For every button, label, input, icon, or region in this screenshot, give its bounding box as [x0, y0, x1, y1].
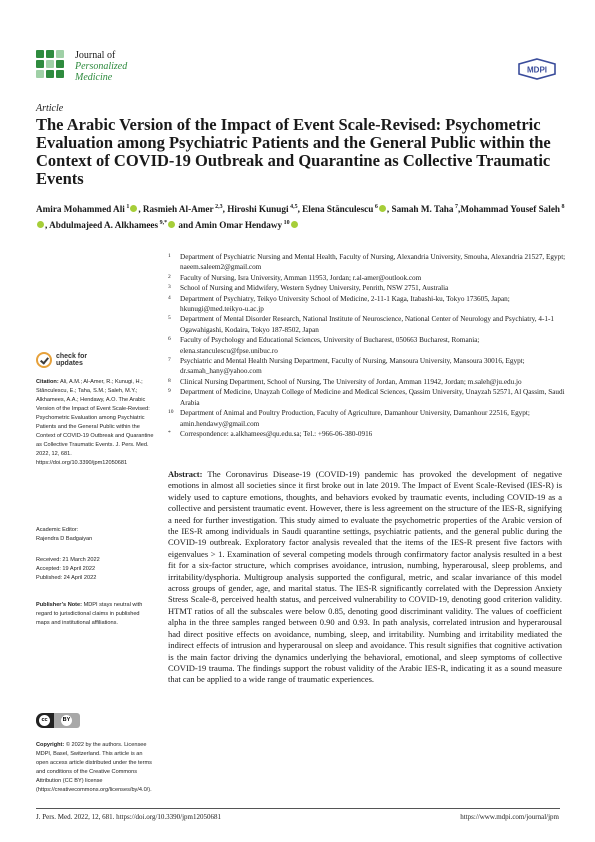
- orcid-icon[interactable]: [130, 205, 137, 212]
- affiliation-item: [168, 252, 568, 273]
- affiliation-text: Department of Medicine, Unayzah College of Medicine and Medical Sciences, Qassim University, Unayzah 52571, Al Qassim, Saudi Arabia: [180, 388, 565, 407]
- by-icon: BY: [61, 715, 72, 726]
- author-name: Abdulmajeed A. Alkhamees: [49, 220, 159, 231]
- abstract-label: Abstract:: [168, 469, 203, 479]
- affiliation-number: 6: [168, 336, 171, 343]
- academic-editor-label: Academic Editor:: [36, 527, 79, 533]
- author-affiliation-marker: 4,5: [288, 204, 298, 210]
- accepted-date: Accepted: 19 April 2022: [36, 566, 96, 572]
- check-updates-line1: check for: [56, 353, 88, 360]
- affiliation-text: Psychiatric and Mental Health Nursing Department, Faculty of Nursing, Mansoura University, Mansoura 30016, Egypt; dr.samah_hany@yahoo.com: [180, 357, 525, 376]
- orcid-icon[interactable]: [168, 221, 175, 228]
- abstract-text: The Coronavirus Disease-19 (COVID-19) pandemic has provoked the development of negative emotions in almost all societies since it first broke out in late 2019. The Impact of Event Scale-Revised (IES-R) is widely used to capture emotions, thoughts, and behaviors evoked by traumatic events, including COVID-19 as a collective and persistent traumatic event. However, there is less agreement on the structure of the IES-R, signifying a need for further investigation. This study aimed to evaluate the psychometric properties of the Arabic version of the IES-R among individuals in Saudi quarantine settings, psychiatric patients, and the general public during the COVID-19 outbreak. Exploratory factor analysis revealed that the items of the IES-R present five factors with eigenvalues > 1. Examination of several competing models through confirmatory factor analysis resulted in a best fit for a six-factor structure, which comprises avoidance, intrusion, numbing, hyperarousal, sleep problems, and irritability/dysphoria. Multigroup analysis supported the configural, metric, and scalar invariance of this model across groups of gender, age, and marital status. The IES-R significantly correlated with the Depression Anxiety Stress Scale-8, perceived health status, and perceived vulnerability to COVID-19, denoting good criterion validity. HTMT ratios of all the subscales were below 0.85, denoting good discriminant validity. The values of coefficient alpha in the three samples ranged between 0.90 and 0.93. In path analysis, correlated intrusion and hyperarousal had direct positive effects on avoidance, numbing, sleep, and irritability. Numbing and irritability mediated the indirect effects of intrusion and hyperarousal on sleep and avoidance. This result signifies that cognitive activation is the main factor driving the dynamics underlying the behavioral, emotional, and sleep symptoms of collective COVID-19 trauma. The findings support the robust validity of the Arabic IES-R, indicating it as a sound measure that can be applied to a wide range of traumatic experiences.: [168, 469, 562, 685]
- affiliation-number: 3: [168, 284, 171, 291]
- affiliation-number: *: [168, 429, 171, 436]
- article-title: The Arabic Version of the Impact of Event Scale-Revised: Psychometric Evaluation among Psychiatric Patients and the General Public within the Context of COVID-19 Outbreak and Quarantine as Collective Traumatic Events: [36, 115, 551, 188]
- journal-name-line1: Journal of: [75, 50, 116, 61]
- author-separator: ,: [458, 204, 461, 215]
- author-name: Samah M. Taha: [391, 204, 454, 215]
- check-for-updates-badge[interactable]: [36, 352, 87, 368]
- author-affiliation-marker: 8: [560, 204, 565, 210]
- orcid-icon[interactable]: [291, 221, 298, 228]
- affiliation-item: [168, 294, 568, 315]
- check-updates-line2: updates: [56, 360, 83, 367]
- affiliation-number: 10: [168, 409, 174, 416]
- affiliation-text: Department of Psychiatry, Teikyo University School of Medicine, 2-11-1 Kaga, Itabashi-ku, Tokyo 173605, Japan; hkunugi@med.teikyo-u.ac.jp: [180, 294, 510, 314]
- academic-editor-block: [36, 526, 154, 544]
- affiliation-item: [168, 283, 568, 293]
- published-date: Published: 24 April 2022: [36, 575, 97, 581]
- author-separator: ,: [386, 204, 392, 215]
- affiliation-text: Correspondence: a.alkhamees@qu.edu.sa; Tel.: +966-06-380-0916: [180, 429, 373, 438]
- journal-name-line2: Personalized: [75, 61, 128, 72]
- affiliation-number: 4: [168, 294, 171, 301]
- dates-block: [36, 556, 154, 583]
- affiliation-number: 7: [168, 357, 171, 364]
- citation-label: Citation:: [36, 379, 59, 385]
- received-date: Received: 21 March 2022: [36, 557, 100, 563]
- author-affiliation-marker: 2,3: [213, 204, 223, 210]
- copyright-text: © 2022 by the authors. Licensee MDPI, Basel, Switzerland. This article is an open access article distributed under the terms and conditions of the Creative Commons Attribution (CC BY) license (https://creativecommons.org/licenses/by/4.0/).: [36, 742, 152, 793]
- publisher-note-text: MDPI stays neutral with regard to jurisdictional claims in published maps and institutional affiliations.: [36, 602, 143, 626]
- affiliation-item: [168, 387, 568, 408]
- author-name: Hiroshi Kunugi: [227, 204, 289, 215]
- footer-divider: [36, 808, 560, 809]
- affiliation-item: [168, 408, 568, 429]
- author-name: Mohammad Yousef Saleh: [460, 204, 561, 215]
- affiliation-text: Department of Mental Disorder Research, National Institute of Neuroscience, National Center of Neurology and Psychiatry, 4-1-1 Ogawahigashi, Kodaira, Tokyo 187-8502, Japan: [180, 315, 554, 334]
- journal-name-line3: Medicine: [75, 72, 113, 83]
- affiliation-item: [168, 335, 568, 356]
- affiliation-text: Department of Psychiatric Nursing and Mental Health, Faculty of Nursing, Alexandria University, Smouha, Alexandria 21527, Egypt; naeem.saleem2@gmail.com: [180, 253, 566, 272]
- publisher-note: [36, 601, 154, 628]
- abstract: [168, 469, 562, 686]
- affiliation-text: Department of Animal and Poultry Production, Faculty of Agriculture, Damanhour University, Damanhour 22516, Egypt; amin.hendawy@gmail.com: [180, 409, 530, 428]
- copyright-block: [36, 741, 154, 795]
- orcid-icon[interactable]: [379, 205, 386, 212]
- affiliation-item: [168, 377, 568, 387]
- affiliation-item: [168, 314, 568, 335]
- academic-editor-name: Rajendra D Badgaiyan: [36, 536, 93, 542]
- orcid-icon[interactable]: [37, 221, 44, 228]
- author-separator: and: [176, 220, 195, 231]
- author-separator: ,: [297, 204, 303, 215]
- mdpi-logo: [517, 58, 557, 80]
- affiliation-number: 8: [168, 377, 171, 384]
- author-affiliation-marker: 9,*: [158, 220, 168, 227]
- author-name: Amin Omar Hendawy: [194, 220, 283, 231]
- citation-text: Ali, A.M.; Al-Amer, R.; Kunugi, H.; Stănculescu, E.; Taha, S.M.; Saleh, M.Y.; Alkhamees, A.A.; Hendawy, A.O. The Arabic Version of the Impact of Event Scale-Revised: Psychometric Evaluation among Psychiatric Patients and the General Public within the Context of COVID-19 Outbreak and Quarantine as Collective Traumatic Events. J. Pers. Med. 2022, 12, 681. https://doi.org/10.3390/jpm12050681: [36, 379, 154, 466]
- author-name: Elena Stănculescu: [302, 204, 374, 215]
- journal-logo-icon: [36, 50, 64, 78]
- author-separator: ,: [222, 204, 228, 215]
- citation-block: [36, 378, 154, 468]
- author-affiliation-marker: 6: [373, 204, 378, 210]
- affiliation-item: [168, 429, 568, 439]
- author-separator: ,: [138, 204, 143, 215]
- affiliation-number: 9: [168, 388, 171, 395]
- check-updates-icon: [36, 352, 52, 368]
- author-affiliation-marker: 7: [453, 204, 459, 210]
- affiliation-text: Faculty of Psychology and Educational Sciences, University of Bucharest, 050663 Bucharest, Romania; elena.stanculescu@fpse.unibuc.ro: [180, 336, 480, 355]
- affiliation-text: School of Nursing and Midwifery, Western Sydney University, Penrith, NSW 2751, Australia: [180, 284, 449, 293]
- affiliation-text: Clinical Nursing Department, School of Nursing, The University of Jordan, Amman 11942, Jordan; m.saleh@ju.edu.jo: [180, 377, 522, 386]
- affiliation-list: [168, 252, 568, 439]
- copyright-label: Copyright:: [36, 742, 65, 748]
- footer-citation: J. Pers. Med. 2022, 12, 681. https://doi.org/10.3390/jpm12050681: [36, 813, 221, 821]
- affiliation-number: 5: [168, 315, 171, 322]
- author-affiliation-marker: 10: [282, 220, 290, 227]
- affiliation-number: 1: [168, 253, 171, 259]
- cc-icon: cc: [39, 715, 50, 726]
- cc-by-license-badge[interactable]: [36, 713, 80, 728]
- affiliation-item: [168, 273, 568, 283]
- mdpi-logo-text: MDPI: [527, 65, 547, 75]
- journal-name: [75, 50, 127, 83]
- footer-journal-url[interactable]: https://www.mdpi.com/journal/jpm: [460, 813, 559, 821]
- affiliation-text: Faculty of Nursing, Isra University, Amman 11953, Jordan; r.al-amer@outlook.com: [180, 273, 422, 282]
- publisher-note-label: Publisher’s Note:: [36, 602, 83, 608]
- article-type: Article: [36, 103, 64, 114]
- author-separator: ,: [45, 220, 50, 231]
- author-affiliation-marker: 1: [124, 204, 130, 210]
- author-name: Amira Mohammed Ali: [36, 204, 125, 215]
- affiliation-number: 2: [168, 273, 171, 280]
- affiliation-item: [168, 356, 568, 377]
- author-name: Rasmieh Al-Amer: [142, 204, 214, 215]
- author-list: [36, 200, 566, 232]
